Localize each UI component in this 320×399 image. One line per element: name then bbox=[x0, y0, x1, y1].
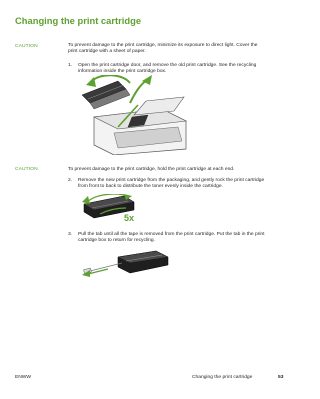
caution-text-2: To prevent damage to the print cartridge, hold the print cartridge at each end. bbox=[68, 167, 235, 172]
caution-label: CAUTION bbox=[15, 44, 38, 49]
caution-label-2: CAUTION bbox=[15, 167, 38, 172]
printer-illustration bbox=[78, 75, 190, 155]
step-3-number: 3. bbox=[68, 232, 73, 237]
pull-tape-illustration bbox=[78, 249, 172, 279]
step-1-number: 1. bbox=[68, 63, 73, 68]
footer-left: ENWW bbox=[15, 375, 32, 380]
footer-page-number: 53 bbox=[278, 375, 284, 380]
rock-count-label: 5x bbox=[124, 213, 135, 223]
step-3-text: Pull the tab until all the tape is removed from the print cartridge. Put the tab in the print cartridge box to return for recycling. bbox=[78, 232, 265, 244]
step-2-text: Remove the new print cartridge from the packaging, and gently rock the print cartridge from front to back to distribute the toner evenly inside the cartridge. bbox=[78, 178, 265, 190]
step-1-text: Open the print cartridge door, and remove the old print cartridge. See the recycling information inside the print cartridge box. bbox=[78, 63, 257, 75]
footer-section: Changing the print cartridge bbox=[192, 375, 253, 380]
caution-text-1: To prevent damage to the print cartridge, minimize its exposure to direct light. Cover the print cartridge with a sheet of paper. bbox=[68, 43, 258, 55]
page-title: Changing the print cartridge bbox=[15, 15, 142, 26]
step-2-number: 2. bbox=[68, 178, 73, 183]
cartridge-rock-illustration bbox=[78, 194, 144, 222]
